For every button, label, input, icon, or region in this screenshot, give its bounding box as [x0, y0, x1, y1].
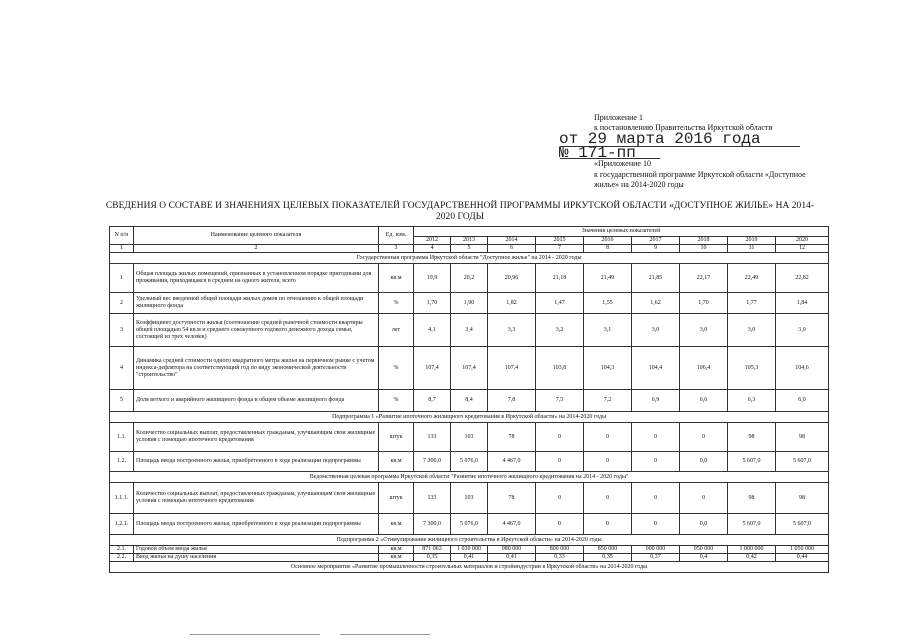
value-cell: 133 — [414, 423, 451, 452]
table-row — [110, 452, 829, 472]
value-cell: 8,4 — [451, 390, 488, 412]
value-cell: 950 000 — [680, 546, 728, 554]
row-name: Доля ветхого и аварийного жилищного фонда в общем объеме жилищного фонда — [134, 390, 379, 412]
value-cell: 1,82 — [488, 293, 536, 314]
colnum-cell: 3 — [379, 245, 414, 253]
row-unit: кв.м — [379, 264, 414, 293]
row-num: 2.2. — [110, 554, 134, 562]
value-cell: 0 — [536, 452, 584, 472]
value-cell: 78 — [488, 483, 536, 514]
colnum-cell: 6 — [488, 245, 536, 253]
table-row — [110, 514, 829, 535]
value-cell: 19,9 — [414, 264, 451, 293]
value-cell: 850 000 — [584, 546, 632, 554]
value-cell: 0 — [584, 483, 632, 514]
value-cell: 1,47 — [536, 293, 584, 314]
value-cell: 0 — [584, 452, 632, 472]
value-cell: 800 000 — [536, 546, 584, 554]
table-row — [110, 293, 829, 314]
year-cell: 2017 — [632, 237, 680, 245]
value-cell: 0 — [536, 514, 584, 535]
value-cell: 3,0 — [728, 314, 776, 347]
colnum-cell: 10 — [680, 245, 728, 253]
value-cell: 0,33 — [536, 554, 584, 562]
value-cell: 1 050 000 — [776, 546, 829, 554]
value-cell: 21,49 — [584, 264, 632, 293]
year-cell: 2020 — [776, 237, 829, 245]
appendix-date: от 29 марта 2016 года — [559, 130, 761, 148]
value-cell: 104,4 — [632, 347, 680, 390]
value-cell: 5 607,0 — [728, 514, 776, 535]
colnum-cell: 2 — [134, 245, 379, 253]
value-cell: 0 — [584, 514, 632, 535]
row-name: Количество социальных выплат, предоставленных гражданам, улучшающим свои жилищные условия с помощью ипотечного кредитования — [134, 483, 379, 514]
row-name: Количество социальных выплат, предоставленных гражданам, улучшающим свои жилищные условия с помощью ипотечного кредитования — [134, 423, 379, 452]
section-row — [110, 562, 829, 573]
row-unit: кв.м — [379, 554, 414, 562]
value-cell: 107,4 — [488, 347, 536, 390]
value-cell: 1,62 — [632, 293, 680, 314]
table-row — [110, 554, 829, 562]
value-cell: 1,55 — [584, 293, 632, 314]
value-cell: 3,0 — [680, 314, 728, 347]
value-cell: 0 — [680, 483, 728, 514]
table-row — [110, 546, 829, 554]
header-unit: Ед. изм. — [379, 227, 414, 245]
row-unit: кв.м — [379, 514, 414, 535]
row-name: Общая площадь жилых помещений, признанных в установленном порядке пригодными для проживания, приходящаяся в среднем на одного жителя, всего — [134, 264, 379, 293]
value-cell: 0,44 — [776, 554, 829, 562]
row-name: Годовой объем ввода жилья — [134, 546, 379, 554]
year-cell: 2018 — [680, 237, 728, 245]
table-row — [110, 390, 829, 412]
table-header-row-1 — [110, 227, 829, 237]
section-title: Основное мероприятие «Развитие промышленности строительных материалов и стройиндустрии в Иркутской области» на 2014-2020 годы — [110, 562, 829, 573]
value-cell: 0 — [536, 423, 584, 452]
value-cell: 78 — [488, 423, 536, 452]
value-cell: 7,2 — [584, 390, 632, 412]
row-num: 2 — [110, 293, 134, 314]
value-cell: 7,5 — [536, 390, 584, 412]
value-cell: 3,0 — [632, 314, 680, 347]
value-cell: 5 607,0 — [776, 514, 829, 535]
row-num: 1.1.1. — [110, 483, 134, 514]
year-cell: 2016 — [584, 237, 632, 245]
section-title: Подпрограмма 2 «Стимулирование жилищного строительства в Иркутской области» на 2014-2020 годы — [110, 535, 829, 546]
row-name: Динамика средней стоимости одного квадратного метра жилья на первичном рынке с учетом индекса-дефлятора на соответствующий год по виду экономической деятельности "строительство" — [134, 347, 379, 390]
table-column-numbers — [110, 245, 829, 253]
colnum-cell: 7 — [536, 245, 584, 253]
value-cell: 0 — [632, 514, 680, 535]
value-cell: 104,3 — [584, 347, 632, 390]
row-name: Площадь ввода построенного жилья, приобретенного в ходе реализации подпрограммы — [134, 514, 379, 535]
section-title: Подпрограмма 1 «Развитие ипотечного жилищного кредитования в Иркутской области» на 2014-2020 годы — [110, 412, 829, 423]
row-unit: штук — [379, 483, 414, 514]
year-cell: 2015 — [536, 237, 584, 245]
value-cell: 871 063 — [414, 546, 451, 554]
value-cell: 0,37 — [632, 554, 680, 562]
row-unit: штук — [379, 423, 414, 452]
appendix-line-4: к государственной программе Иркутской области «Доступное — [594, 170, 806, 179]
value-cell: 0 — [632, 452, 680, 472]
table-body — [110, 253, 829, 573]
value-cell: 1,90 — [451, 293, 488, 314]
value-cell: 1 030 000 — [451, 546, 488, 554]
footer-line — [190, 634, 320, 635]
value-cell: 6,6 — [680, 390, 728, 412]
value-cell: 980 000 — [488, 546, 536, 554]
value-cell: 3,2 — [536, 314, 584, 347]
value-cell: 0,0 — [680, 514, 728, 535]
header-name: Наименование целевого показателя — [134, 227, 379, 245]
value-cell: 105,3 — [728, 347, 776, 390]
value-cell: 103 — [451, 483, 488, 514]
colnum-cell: 4 — [414, 245, 451, 253]
colnum-cell: 11 — [728, 245, 776, 253]
value-cell: 0,42 — [728, 554, 776, 562]
section-row — [110, 412, 829, 423]
value-cell: 8,7 — [414, 390, 451, 412]
value-cell: 106,4 — [680, 347, 728, 390]
row-unit: % — [379, 293, 414, 314]
colnum-cell: 12 — [776, 245, 829, 253]
value-cell: 0,35 — [414, 554, 451, 562]
value-cell: 107,4 — [414, 347, 451, 390]
row-num: 2.1. — [110, 546, 134, 554]
value-cell: 5 076,0 — [451, 514, 488, 535]
value-cell: 3,1 — [584, 314, 632, 347]
row-name: Удельный вес введенной общей площади жилых домов по отношению к общей площади жилищного фонда — [134, 293, 379, 314]
value-cell: 4 467,0 — [488, 514, 536, 535]
value-cell: 20,96 — [488, 264, 536, 293]
row-num: 1.2.1. — [110, 514, 134, 535]
value-cell: 21,18 — [536, 264, 584, 293]
row-num: 1 — [110, 264, 134, 293]
row-unit: лет — [379, 314, 414, 347]
header-values: Значения целевых показателей — [414, 227, 829, 237]
value-cell: 0,41 — [488, 554, 536, 562]
row-num: 1.1. — [110, 423, 134, 452]
appendix-line-3: «Приложение 10 — [594, 159, 651, 168]
row-num: 4 — [110, 347, 134, 390]
value-cell: 0,0 — [680, 452, 728, 472]
section-title: Государственная программа Иркутской области "Доступное жилье" на 2014 - 2020 годы — [110, 253, 829, 264]
year-cell: 2012 — [414, 237, 451, 245]
colnum-cell: 9 — [632, 245, 680, 253]
value-cell: 98 — [776, 483, 829, 514]
value-cell: 107,4 — [451, 347, 488, 390]
value-cell: 103 — [451, 423, 488, 452]
value-cell: 22,49 — [728, 264, 776, 293]
section-title: Ведомственная целевая программа Иркутской области "Развитие ипотечного жилищного кредитования на 2014 - 2020 годы" — [110, 472, 829, 483]
value-cell: 7 300,0 — [414, 452, 451, 472]
appendix-number: № 171-пп — [559, 144, 636, 162]
value-cell: 98 — [776, 423, 829, 452]
row-name: Площадь ввода построенного жилья, приобретенного в ходе реализации подпрограммы — [134, 452, 379, 472]
colnum-cell: 5 — [451, 245, 488, 253]
value-cell: 0 — [584, 423, 632, 452]
value-cell: 900 000 — [632, 546, 680, 554]
colnum-cell: 1 — [110, 245, 134, 253]
table-row — [110, 264, 829, 293]
row-name: Коэффициент доступности жилья (соотношение средней рыночной стоимости квартиры общей площадью 54 кв.м и среднего совокупного годового денежного дохода семьи, состоящей из трех человек) — [134, 314, 379, 347]
value-cell: 5 607,0 — [776, 452, 829, 472]
row-num: 3 — [110, 314, 134, 347]
value-cell: 0,4 — [680, 554, 728, 562]
table-row — [110, 483, 829, 514]
appendix-line-2: к постановлению Правительства Иркутской области — [594, 123, 773, 132]
colnum-cell: 8 — [584, 245, 632, 253]
row-unit: % — [379, 390, 414, 412]
value-cell: 0 — [632, 423, 680, 452]
value-cell: 3,0 — [776, 314, 829, 347]
value-cell: 104,6 — [776, 347, 829, 390]
value-cell: 6,9 — [632, 390, 680, 412]
value-cell: 1,77 — [728, 293, 776, 314]
value-cell: 0 — [680, 423, 728, 452]
value-cell: 6,0 — [776, 390, 829, 412]
value-cell: 4,1 — [414, 314, 451, 347]
value-cell: 0 — [536, 483, 584, 514]
appendix-line-5: жилье» на 2014-2020 годы — [594, 180, 684, 189]
value-cell: 21,85 — [632, 264, 680, 293]
value-cell: 103,8 — [536, 347, 584, 390]
table-row — [110, 423, 829, 452]
year-cell: 2013 — [451, 237, 488, 245]
section-row — [110, 472, 829, 483]
value-cell: 4 467,0 — [488, 452, 536, 472]
value-cell: 3,4 — [451, 314, 488, 347]
value-cell: 5 607,0 — [728, 452, 776, 472]
row-unit: кв.м — [379, 546, 414, 554]
year-cell: 2019 — [728, 237, 776, 245]
table-row — [110, 347, 829, 390]
value-cell: 0,41 — [451, 554, 488, 562]
table-row — [110, 314, 829, 347]
row-unit: % — [379, 347, 414, 390]
value-cell: 1,84 — [776, 293, 829, 314]
value-cell: 3,3 — [488, 314, 536, 347]
value-cell: 0,35 — [584, 554, 632, 562]
value-cell: 133 — [414, 483, 451, 514]
value-cell: 1,70 — [414, 293, 451, 314]
value-cell: 6,3 — [728, 390, 776, 412]
indicators-table — [109, 226, 829, 573]
value-cell: 98 — [728, 423, 776, 452]
section-row — [110, 535, 829, 546]
value-cell: 7 300,0 — [414, 514, 451, 535]
value-cell: 7,8 — [488, 390, 536, 412]
footer-line — [340, 634, 430, 635]
year-cell: 2014 — [488, 237, 536, 245]
row-unit: кв.м — [379, 452, 414, 472]
value-cell: 5 076,0 — [451, 452, 488, 472]
document-title: СВЕДЕНИЯ О СОСТАВЕ И ЗНАЧЕНИЯХ ЦЕЛЕВЫХ ПОКАЗАТЕЛЕЙ ГОСУДАРСТВЕННОЙ ПРОГРАММЫ ИРКУТСКОЙ ОБЛАСТИ «ДОСТУПНОЕ ЖИЛЬЕ» НА 2014-2020 ГОДЫ — [105, 201, 815, 222]
row-num: 1.2. — [110, 452, 134, 472]
header-num: N п/п — [110, 227, 134, 245]
value-cell: 22,17 — [680, 264, 728, 293]
appendix-line-1: Приложение 1 — [594, 113, 643, 122]
value-cell: 20,2 — [451, 264, 488, 293]
value-cell: 0 — [632, 483, 680, 514]
value-cell: 1,70 — [680, 293, 728, 314]
section-row — [110, 253, 829, 264]
value-cell: 98 — [728, 483, 776, 514]
value-cell: 1 000 000 — [728, 546, 776, 554]
value-cell: 22,82 — [776, 264, 829, 293]
row-num: 5 — [110, 390, 134, 412]
row-name: Ввод жилья на душу населения — [134, 554, 379, 562]
